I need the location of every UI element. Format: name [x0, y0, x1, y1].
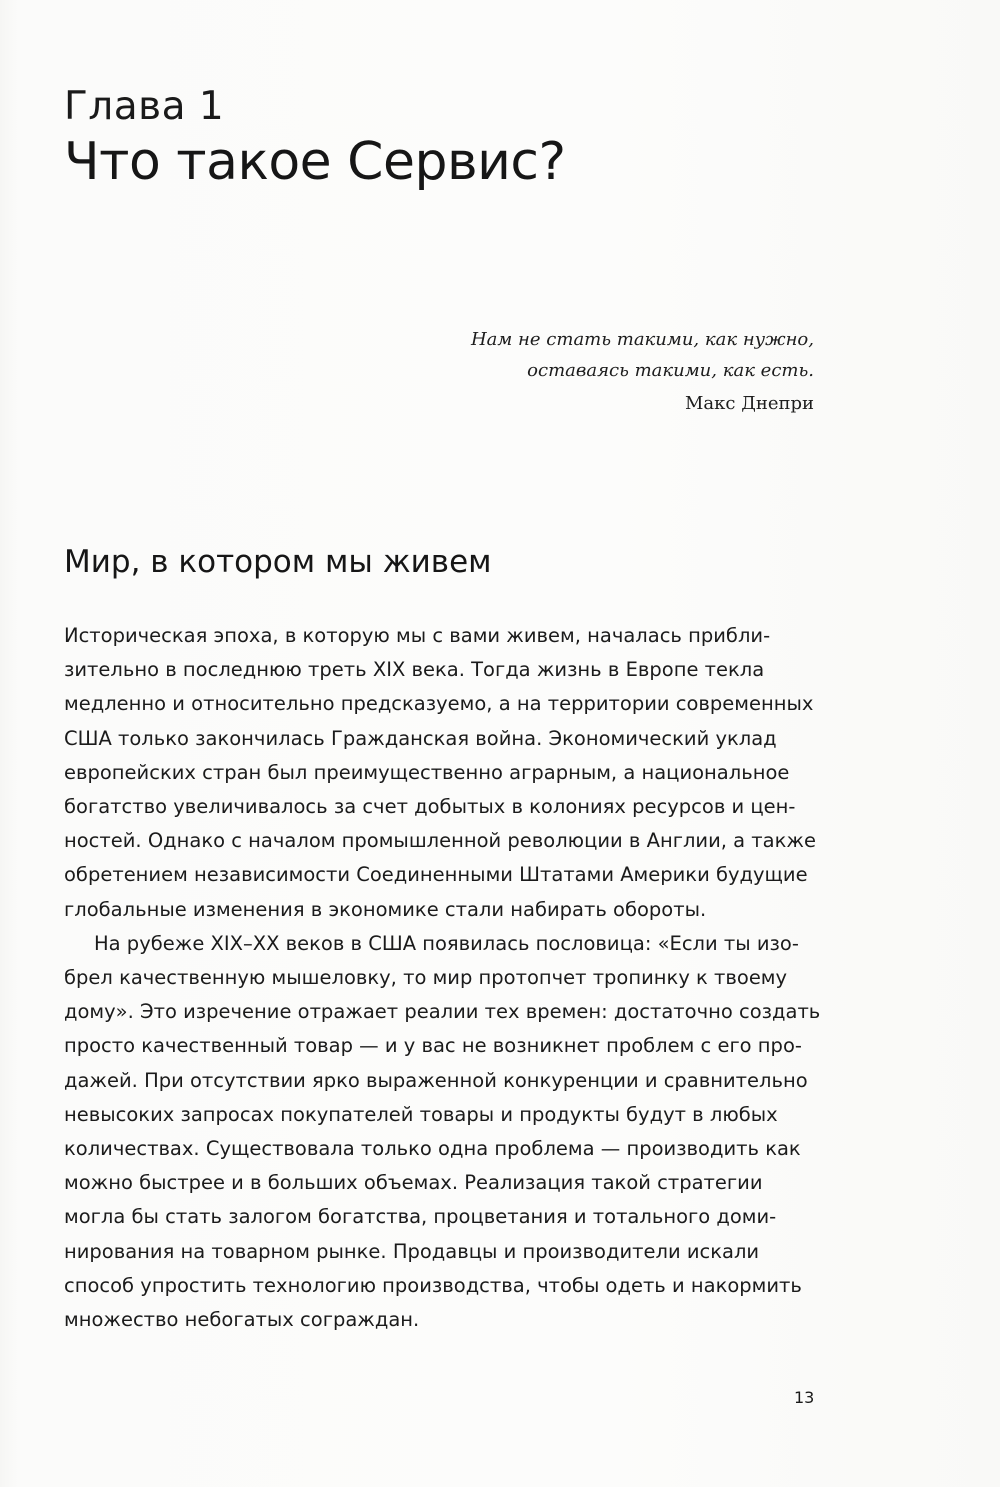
text-line: глобальные изменения в экономике стали набирать обороты.: [64, 897, 707, 921]
paragraph: [64, 927, 821, 1337]
epigraph-author: Макс Днепри: [684, 393, 814, 414]
text-line: брел качественную мышеловку, то мир протопчет тропинку к твоему: [64, 966, 788, 990]
text-line: количествах. Существовала только одна проблема — производить как: [64, 1137, 801, 1161]
chapter-label: Глава 1: [64, 84, 225, 129]
text-line: можно быстрее и в больших объемах. Реализация такой стратегии: [64, 1171, 763, 1195]
text-line: ностей. Однако с началом промышленной революции в Англии, а также: [64, 829, 816, 853]
text-line: зительно в последнюю треть XIX века. Тогда жизнь в Европе текла: [64, 658, 765, 682]
section-heading: Мир, в котором мы живем: [64, 544, 492, 580]
text-line: Историческая эпоха, в которую мы с вами живем, началась прибли-: [64, 624, 771, 647]
text-line: обретением независимости Соединенными Штатами Америки будущие: [64, 863, 808, 887]
body-text: [64, 619, 821, 1337]
epigraph: [471, 324, 814, 419]
text-line: просто качественный товар — и у вас не возникнет проблем с его про-: [64, 1034, 802, 1058]
text-line: способ упростить технологию производства, чтобы одеть и накормить: [64, 1273, 802, 1297]
text-line: богатство увеличивалось за счет добытых в колониях ресурсов и цен-: [64, 795, 796, 819]
text-line: могла бы стать залогом богатства, процветания и тотального доми-: [64, 1205, 777, 1229]
text-line: США только закончилась Гражданская война. Экономический уклад: [64, 726, 777, 750]
paragraph: [64, 619, 816, 927]
text-line: медленно и относительно предсказуемо, а на территории современных: [64, 692, 814, 716]
text-line: дажей. При отсутствии ярко выраженной конкуренции и сравнительно: [64, 1068, 808, 1092]
text-line: На рубеже XIX–XX веков в США появилась пословица: «Если ты изо-: [94, 931, 799, 955]
text-line: нирования на товарном рынке. Продавцы и производители искали: [64, 1239, 760, 1263]
chapter-title: Что такое Сервис?: [64, 132, 566, 192]
text-line: множество небогатых сограждан.: [64, 1308, 420, 1332]
epigraph-line: оставаясь такими, как есть.: [527, 360, 814, 381]
text-line: дому». Это изречение отражает реалии тех времен: достаточно создать: [64, 1000, 821, 1024]
page-number: 13: [794, 1388, 815, 1407]
epigraph-line: Нам не стать такими, как нужно,: [470, 329, 814, 350]
text-line: невысоких запросах покупателей товары и продукты будут в любых: [64, 1102, 778, 1126]
text-line: европейских стран был преимущественно аграрным, а национальное: [64, 760, 790, 784]
